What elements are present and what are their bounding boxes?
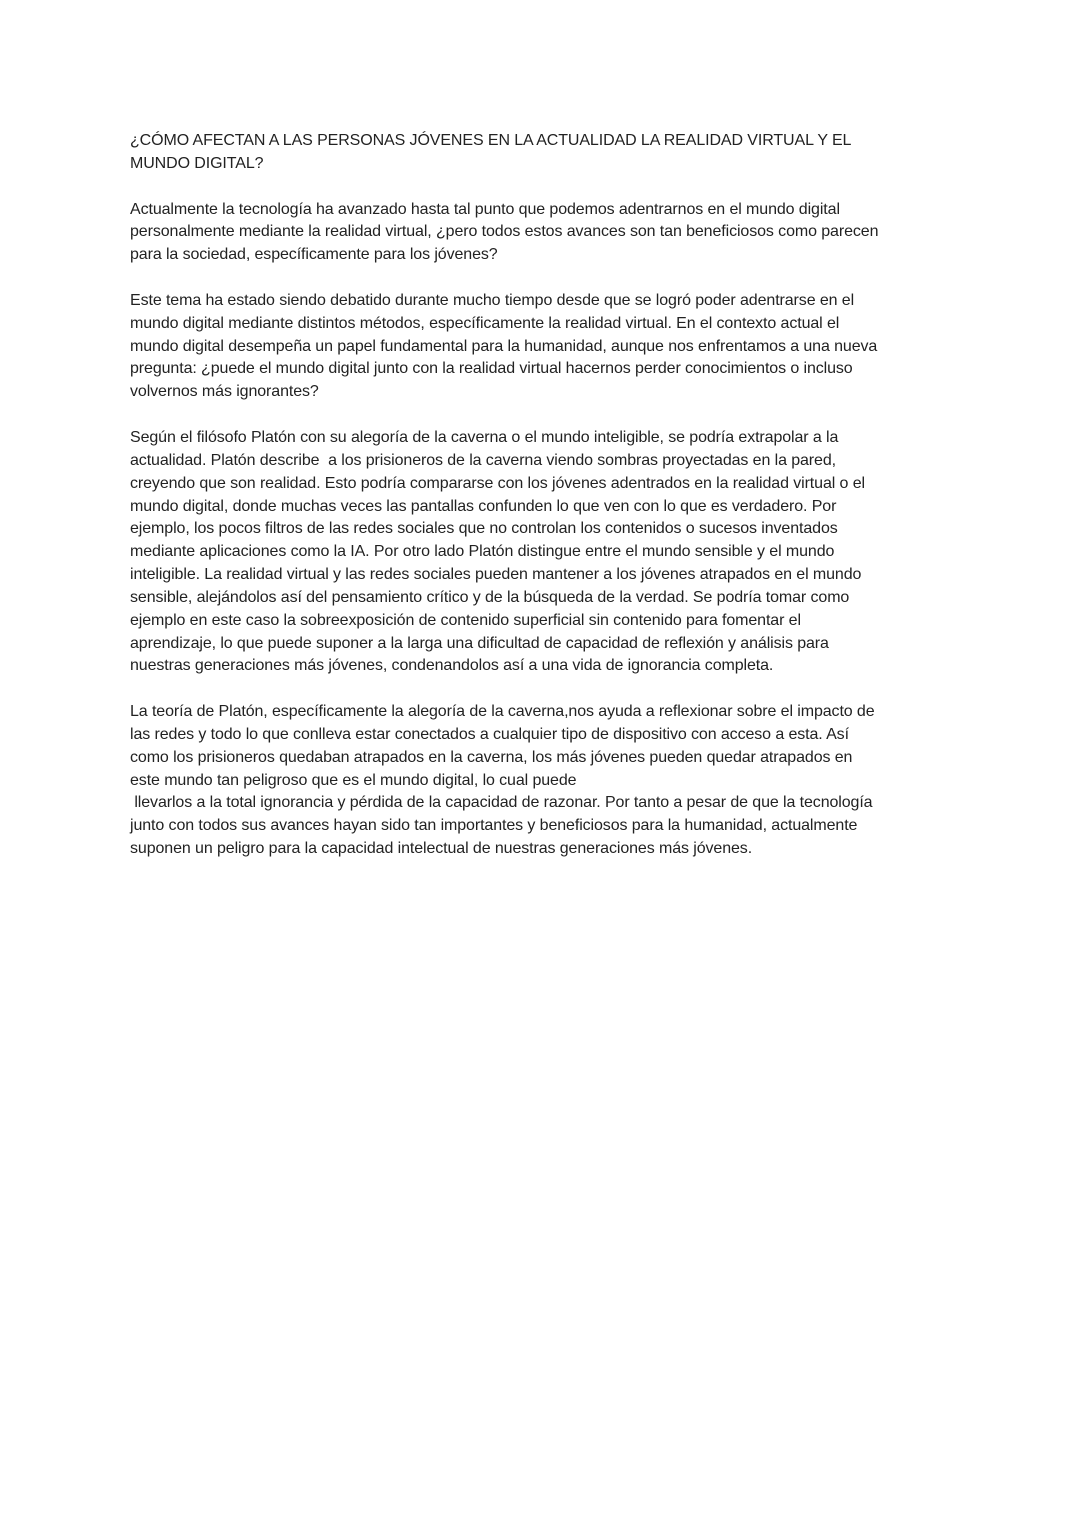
paragraph-line: Según el filósofo Platón con su alegoría de la caverna o el mundo inteligible, se podría extrapolar a la [130,428,839,446]
paragraph-line: este mundo tan peligroso que es el mundo digital, lo cual puede [130,771,577,789]
document-page [130,130,960,884]
document-body [130,199,960,861]
paragraph-line: las redes y todo lo que conlleva estar conectados a cualquier tipo de dispositivo con acceso a esta. Así [130,725,849,743]
paragraph-line: inteligible. La realidad virtual y las redes sociales pueden mantener a los jóvenes atrapados en el mundo [130,566,862,584]
paragraph-line: ejemplo en este caso la sobreexposición de contenido superficial sin contenido para fomentar el [130,611,801,629]
paragraph-line: nuestras generaciones más jóvenes, condenandolos así a una vida de ignorancia completa. [130,657,774,675]
paragraph [130,427,960,678]
paragraph-line: creyendo que son realidad. Esto podría compararse con los jóvenes adentrados en la realidad virtual o el [130,474,865,492]
paragraph-line: personalmente mediante la realidad virtual, ¿pero todos estos avances son tan beneficiosos como parecen [130,223,879,241]
paragraph-line: ejemplo, los pocos filtros de las redes sociales que no controlan los contenidos o sucesos inventados [130,520,838,538]
paragraph-line: actualidad. Platón describe a los prisioneros de la caverna viendo sombras proyectadas en la pared, [130,451,836,469]
paragraph-line: junto con todos sus avances hayan sido tan importantes y beneficiosos para la humanidad, actualmente [130,817,858,835]
paragraph [130,290,960,404]
paragraph-line: mundo digital mediante distintos métodos, específicamente la realidad virtual. En el contexto actual el [130,314,840,332]
paragraph-line: suponen un peligro para la capacidad intelectual de nuestras generaciones más jóvenes. [130,840,753,858]
paragraph [130,199,960,268]
paragraph-line: como los prisioneros quedaban atrapados en la caverna, los más jóvenes pueden quedar atrapados en [130,748,853,766]
title-line: MUNDO DIGITAL? [130,154,264,172]
paragraph-line: pregunta: ¿puede el mundo digital junto con la realidad virtual hacernos perder conocimientos o incluso [130,360,853,378]
paragraph-line: mundo digital, donde muchas veces las pantallas confunden lo que ven con lo que es verdadero. Por [130,497,837,515]
paragraph-line: Este tema ha estado siendo debatido durante mucho tiempo desde que se logró poder adentrarse en el [130,291,855,309]
paragraph [130,701,960,861]
paragraph-line: volvernos más ignorantes? [130,383,319,401]
paragraph-line: aprendizaje, lo que puede suponer a la larga una dificultad de capacidad de reflexión y análisis para [130,634,829,652]
paragraph-line: mundo digital desempeña un papel fundamental para la humanidad, aunque nos enfrentamos a una nueva [130,337,878,355]
paragraph-line: sensible, alejándolos así del pensamiento crítico y de la búsqueda de la verdad. Se podría tomar como [130,588,850,606]
paragraph-line: llevarlos a la total ignorancia y pérdida de la capacidad de razonar. Por tanto a pesar de que la tecnología [130,794,873,812]
paragraph-line: Actualmente la tecnología ha avanzado hasta tal punto que podemos adentrarnos en el mundo digital [130,200,840,218]
paragraph-line: La teoría de Platón, específicamente la alegoría de la caverna,nos ayuda a reflexionar sobre el impacto de [130,703,875,721]
paragraph-line: mediante aplicaciones como la IA. Por otro lado Platón distingue entre el mundo sensible y el mundo [130,543,835,561]
paragraph-line: para la sociedad, específicamente para los jóvenes? [130,246,498,264]
document-title [130,130,960,176]
title-line: ¿CÓMO AFECTAN A LAS PERSONAS JÓVENES EN LA ACTUALIDAD LA REALIDAD VIRTUAL Y EL [130,132,852,149]
